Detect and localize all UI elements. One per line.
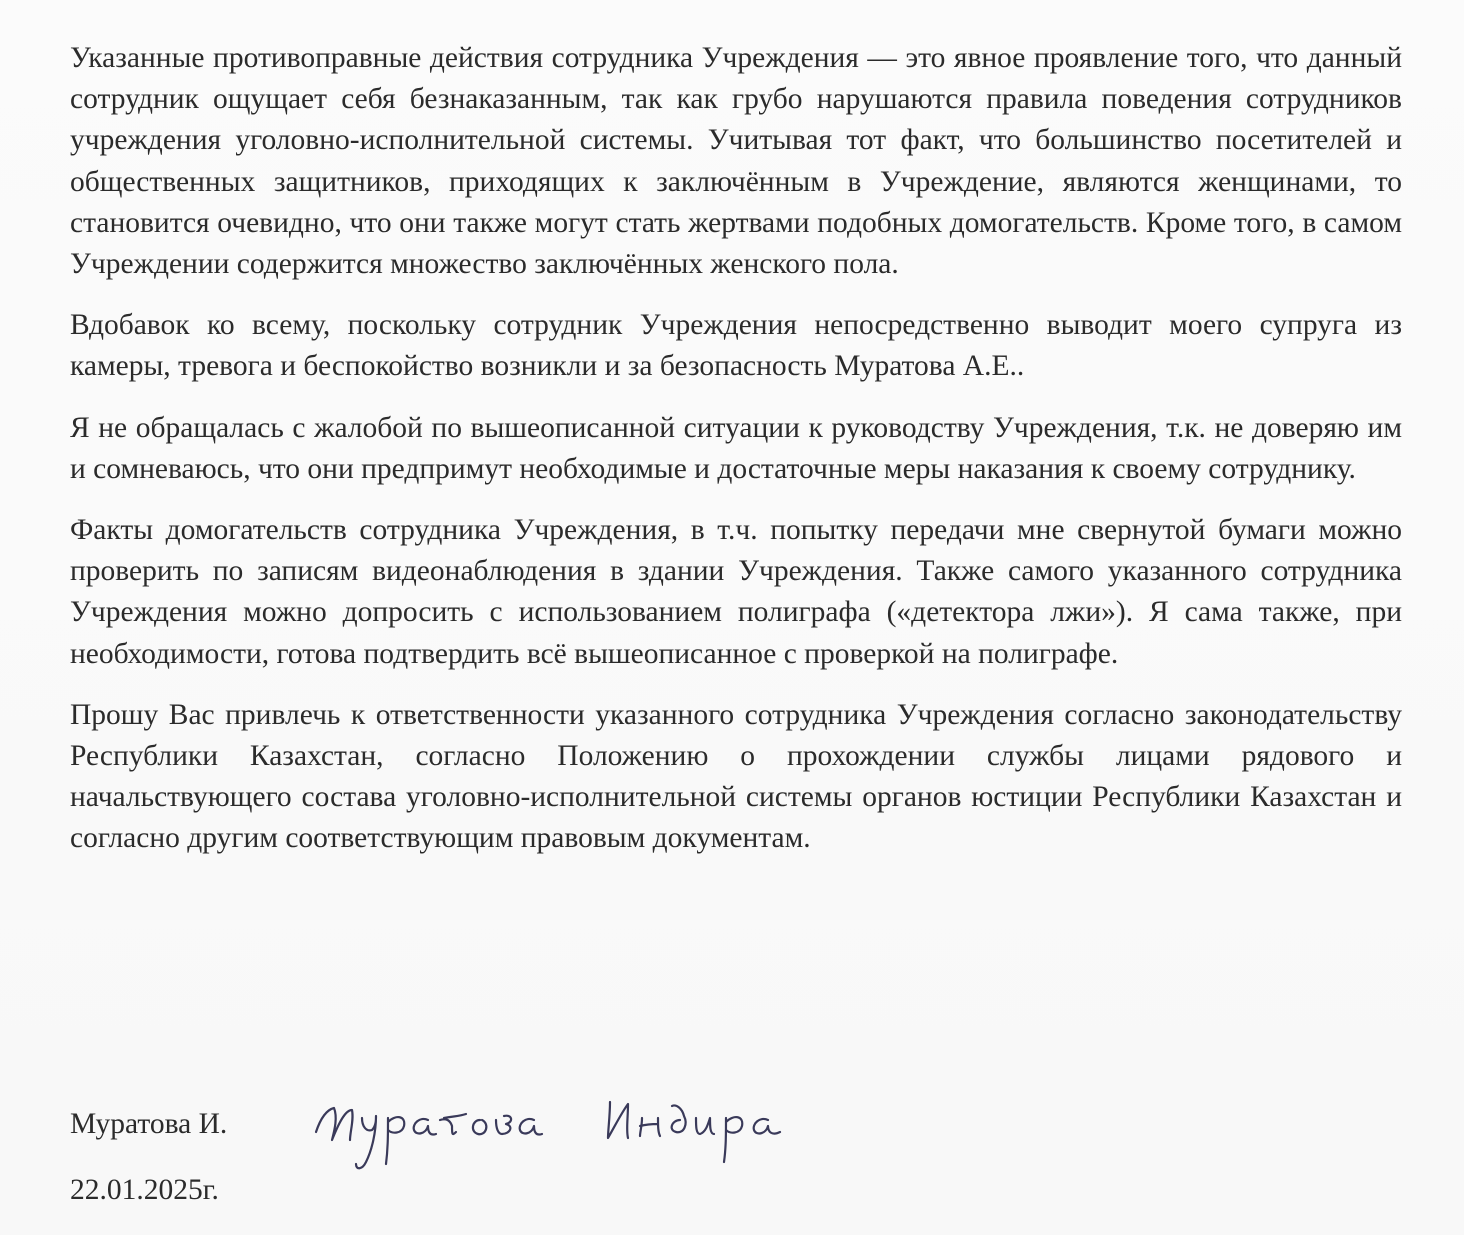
- document-body: [70, 38, 1402, 880]
- paragraph-3: Я не обращалась с жалобой по вышеописанной ситуации к руководству Учреждения, т.к. не доверяю им и сомневаюсь, что они предпримут необходимые и достаточные меры наказания к своему сотруднику.: [70, 411, 1402, 485]
- paragraph-2: Вдобавок ко всему, поскольку сотрудник Учреждения непосредственно выводит моего супруга из камеры, тревога и беспокойство возникли и за безопасность Муратова А.Е..: [70, 309, 1402, 383]
- signature-block: [70, 1108, 970, 1218]
- paragraph-4: Факты домогательств сотрудника Учреждения, в т.ч. попытку передачи мне свернутой бумаги можно проверить по записям видеонаблюдения в здании Учреждения. Также самого указанного сотрудника Учреждения можно допросить с использованием полиграфа («детектора лжи»). Я сама также, при необходимости, готова подтвердить всё вышеописанное с проверкой на полиграфе.: [70, 514, 1402, 670]
- document-date: 22.01.2025г.: [70, 1174, 219, 1206]
- paragraph-1: Указанные противоправные действия сотрудника Учреждения — это явное проявление того, что данный сотрудник ощущает себя безнаказанным, так как грубо нарушаются правила поведения сотрудников учреждения уголовно-исполнительной системы. Учитывая тот факт, что большинство посетителей и общественных защитников, приходящих к заключённым в Учреждение, являются женщинами, то становится очевидно, что они также могут стать жертвами подобных домогательств. Кроме того, в самом Учреждении содержится множество заключённых женского пола.: [70, 42, 1402, 281]
- handwritten-signature: [310, 1080, 810, 1175]
- signer-name: Муратова И.: [70, 1108, 228, 1140]
- paragraph-5: Прошу Вас привлечь к ответственности указанного сотрудника Учреждения согласно законодательству Республики Казахстан, согласно Положению о прохождении службы лицами рядового и начальствующего состава уголовно-исполнительной системы органов юстиции Республики Казахстан и согласно другим соответствующим правовым документам.: [70, 698, 1402, 855]
